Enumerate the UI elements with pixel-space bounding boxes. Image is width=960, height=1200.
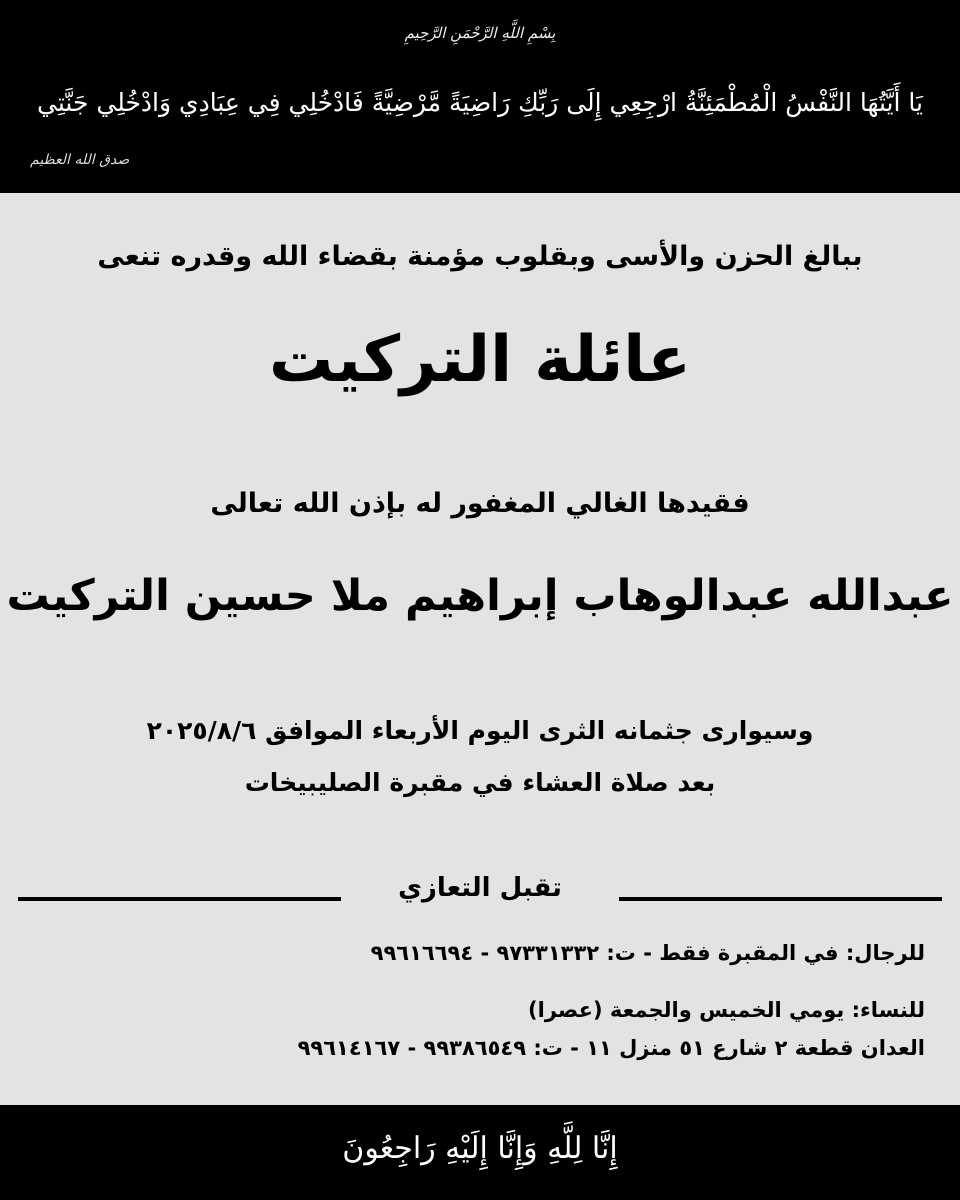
condolence-title: تقبل التعازي (398, 873, 562, 903)
condolence-women: للنساء: يومي الخميس والجمعة (عصرا) (528, 998, 925, 1022)
obituary-body (0, 193, 960, 1105)
condolence-address: العدان قطعة ٢ شارع ٥١ منزل ١١ - ت: ٩٩٣٨٦٥٤٩ - ٩٩٦١٤١٦٧ (297, 1036, 925, 1060)
burial-location: بعد صلاة العشاء في مقبرة الصليبيخات (244, 768, 716, 797)
basmala-calligraphy: بِسْمِ اللَّهِ الرَّحْمَنِ الرَّحِيمِ (404, 24, 556, 42)
divider-rule-right (619, 897, 942, 901)
condolence-men: للرجال: في المقبرة فقط - ت: ٩٧٣٣١٣٣٢ - ٩٩٦١٦٦٩٤ (370, 941, 925, 965)
deceased-name: عبدالله عبدالوهاب إبراهيم ملا حسين التركيت (6, 571, 954, 621)
inna-calligraphy: إِنَّا لِلَّهِ وَإِنَّا إِلَيْهِ رَاجِعُونَ (342, 1131, 618, 1166)
quran-verse: يَا أَيَّتُهَا النَّفْسُ الْمُطْمَئِنَّةُ ارْجِعِي إِلَى رَبِّكِ رَاضِيَةً مَّرْضِيَّةً فَادْخُلِي فِي عِبَادِي وَادْخُلِي جَنَّتِي (37, 88, 923, 117)
sadaqa-calligraphy: صدق الله العظيم (30, 152, 130, 168)
quran-verse-banner (0, 0, 960, 193)
burial-details: وسيوارى جثمانه الثرى اليوم الأربعاء الموافق ٢٠٢٥/٨/٦ (146, 716, 814, 745)
deceased-intro: فقيدها الغالي المغفور له بإذن الله تعالى (210, 488, 750, 519)
condolence-divider (0, 873, 960, 913)
announcement-intro: ببالغ الحزن والأسى وبقلوب مؤمنة بقضاء الله وقدره تنعى (97, 241, 863, 272)
inna-banner (0, 1105, 960, 1200)
family-name: عائلة التركيت (269, 323, 691, 397)
